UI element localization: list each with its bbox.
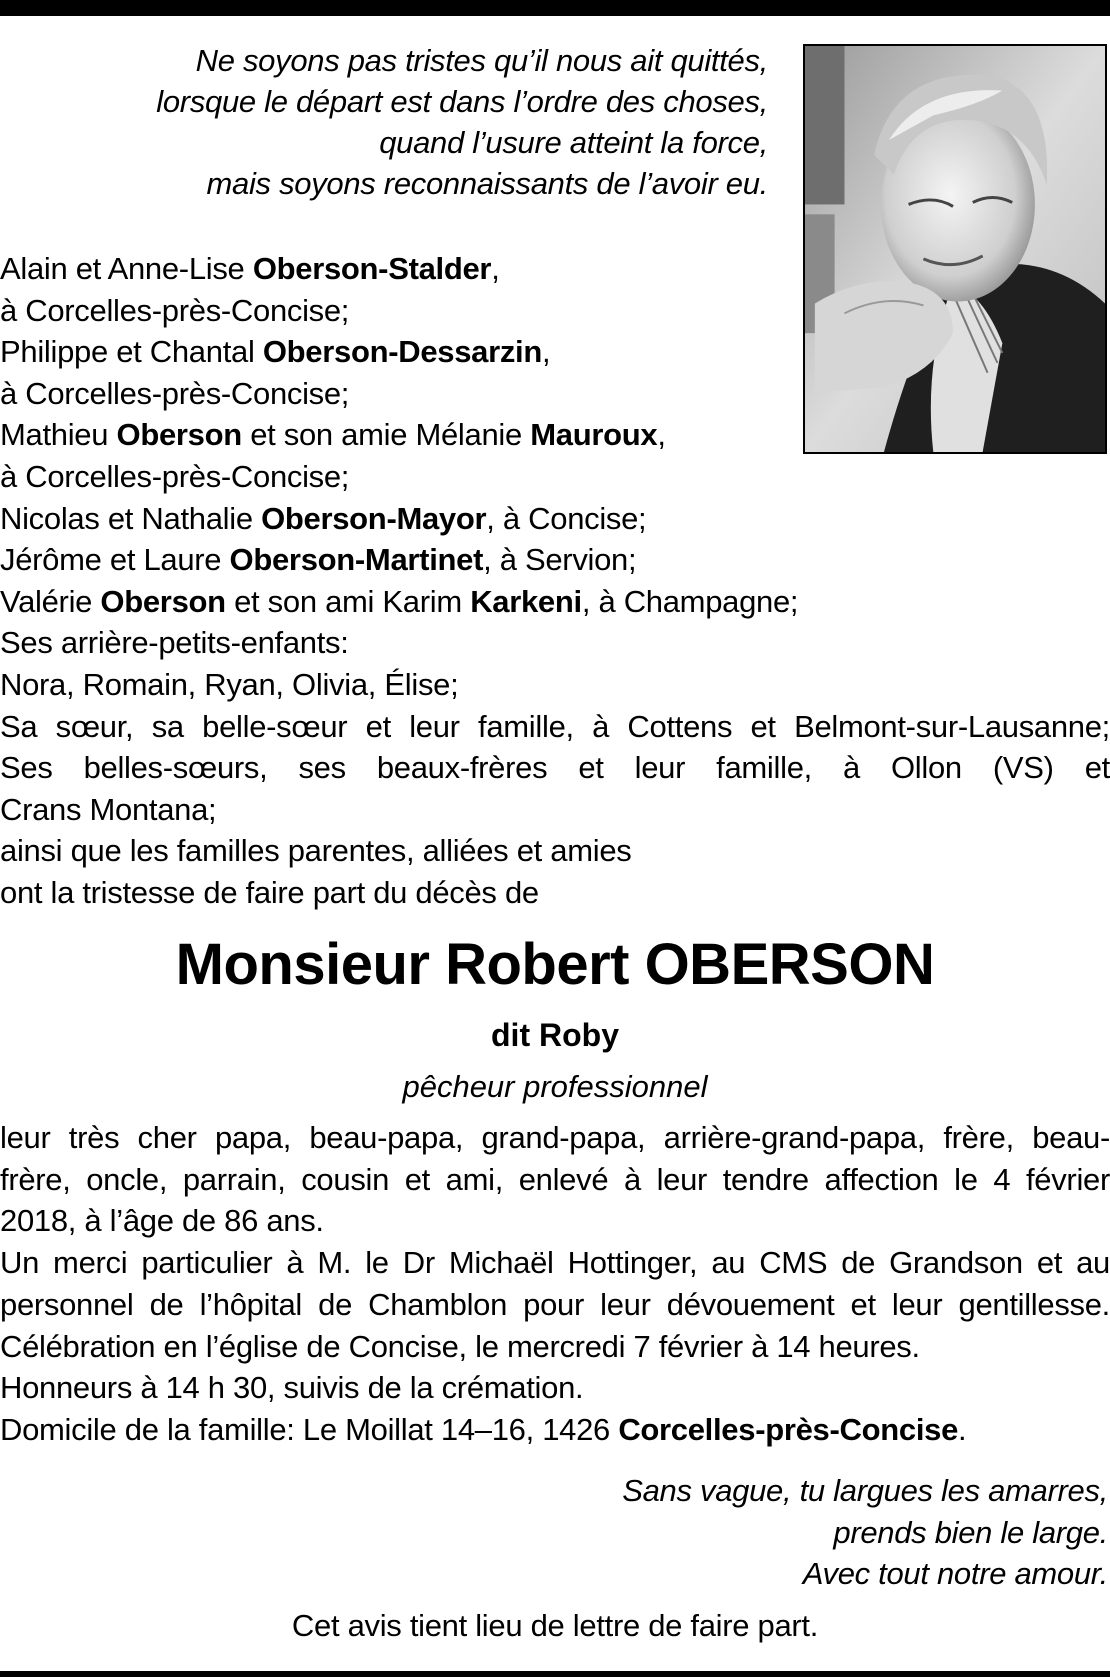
family-list xyxy=(0,248,1110,914)
closing-line: prends bien le large. xyxy=(833,1514,1108,1550)
family-line: Nicolas et Nathalie Oberson-Mayor, à Concise; xyxy=(0,500,647,536)
deceased-nickname: dit Roby xyxy=(491,1017,619,1053)
body-line: frère, oncle, parrain, cousin et ami, enlevé à leur tendre affection le 4 février xyxy=(0,1161,1110,1197)
family-surname: Oberson-Stalder xyxy=(252,251,492,286)
body-line: Célébration en l’église de Concise, le mercredi 7 février à 14 heures. xyxy=(0,1328,920,1364)
family-surname: Oberson-Mayor xyxy=(261,500,487,536)
family-line: ainsi que les familles parentes, alliées et amies xyxy=(0,833,632,869)
body-line: Un merci particulier à M. le Dr Michaël Hottinger, au CMS de Grandson et au xyxy=(0,1245,1110,1281)
family-surname: Mauroux xyxy=(530,417,658,453)
family-line: Crans Montana; xyxy=(0,791,217,827)
top-rule xyxy=(0,0,1110,16)
body-line: leur très cher papa, beau-papa, grand-papa, arrière-grand-papa, frère, beau- xyxy=(0,1120,1110,1155)
family-surname: Oberson-Dessarzin xyxy=(262,334,542,370)
announcement-body xyxy=(0,1117,1110,1451)
poem-line: Ne soyons pas tristes qu’il nous ait quittés, xyxy=(195,43,768,78)
bottom-rule xyxy=(0,1671,1110,1677)
poem-line: mais soyons reconnaissants de l’avoir eu. xyxy=(206,166,768,201)
poem-line: lorsque le départ est dans l’ordre des choses, xyxy=(156,84,768,119)
family-surname: Oberson-Martinet xyxy=(229,542,484,578)
deceased-profession: pêcheur professionnel xyxy=(402,1069,708,1104)
deceased-name: Monsieur Robert OBERSON xyxy=(175,932,935,997)
body-line: Domicile de la famille: Le Moillat 14–16, 1426 Corcelles-près-Concise. xyxy=(0,1411,967,1447)
family-line: Ses arrière-petits-enfants: xyxy=(0,625,349,661)
family-line: Alain et Anne-Lise Oberson-Stalder, xyxy=(0,251,500,286)
closing-line: Avec tout notre amour. xyxy=(802,1556,1108,1591)
opening-poem xyxy=(40,40,768,204)
family-line: à Corcelles-près-Concise; xyxy=(0,292,350,328)
family-line: Valérie Oberson et son ami Karim Karkeni, à Champagne; xyxy=(0,583,799,619)
body-line: personnel de l’hôpital de Chamblon pour leur dévouement et leur gentillesse. xyxy=(0,1286,1110,1322)
family-surname: Oberson xyxy=(116,417,242,453)
domicile-town: Corcelles-près-Concise xyxy=(618,1411,959,1447)
family-line: ont la tristesse de faire part du décès de xyxy=(0,874,539,910)
body-line: 2018, à l’âge de 86 ans. xyxy=(0,1203,324,1239)
closing-line: Sans vague, tu largues les amarres, xyxy=(622,1473,1108,1508)
poem-line: quand l’usure atteint la force, xyxy=(379,125,768,160)
body-line: Honneurs à 14 h 30, suivis de la crémation. xyxy=(0,1370,584,1406)
closing-poem xyxy=(500,1470,1108,1595)
family-surname: Oberson xyxy=(100,583,226,619)
family-line: Philippe et Chantal Oberson-Dessarzin, xyxy=(0,334,551,370)
family-line: Sa sœur, sa belle-sœur et leur famille, à Cottens et Belmont-sur-Lausanne; xyxy=(0,708,1110,744)
family-line: à Corcelles-près-Concise; xyxy=(0,458,350,494)
family-line: à Corcelles-près-Concise; xyxy=(0,375,350,411)
family-line: Mathieu Oberson et son amie Mélanie Mauroux, xyxy=(0,417,666,453)
family-line: Nora, Romain, Ryan, Olivia, Élise; xyxy=(0,666,459,702)
family-line: Jérôme et Laure Oberson-Martinet, à Servion; xyxy=(0,542,637,578)
family-surname: Karkeni xyxy=(470,583,582,619)
family-line: Ses belles-sœurs, ses beaux-frères et leur famille, à Ollon (VS) et xyxy=(0,750,1110,786)
notice-text: Cet avis tient lieu de lettre de faire part. xyxy=(291,1608,819,1643)
